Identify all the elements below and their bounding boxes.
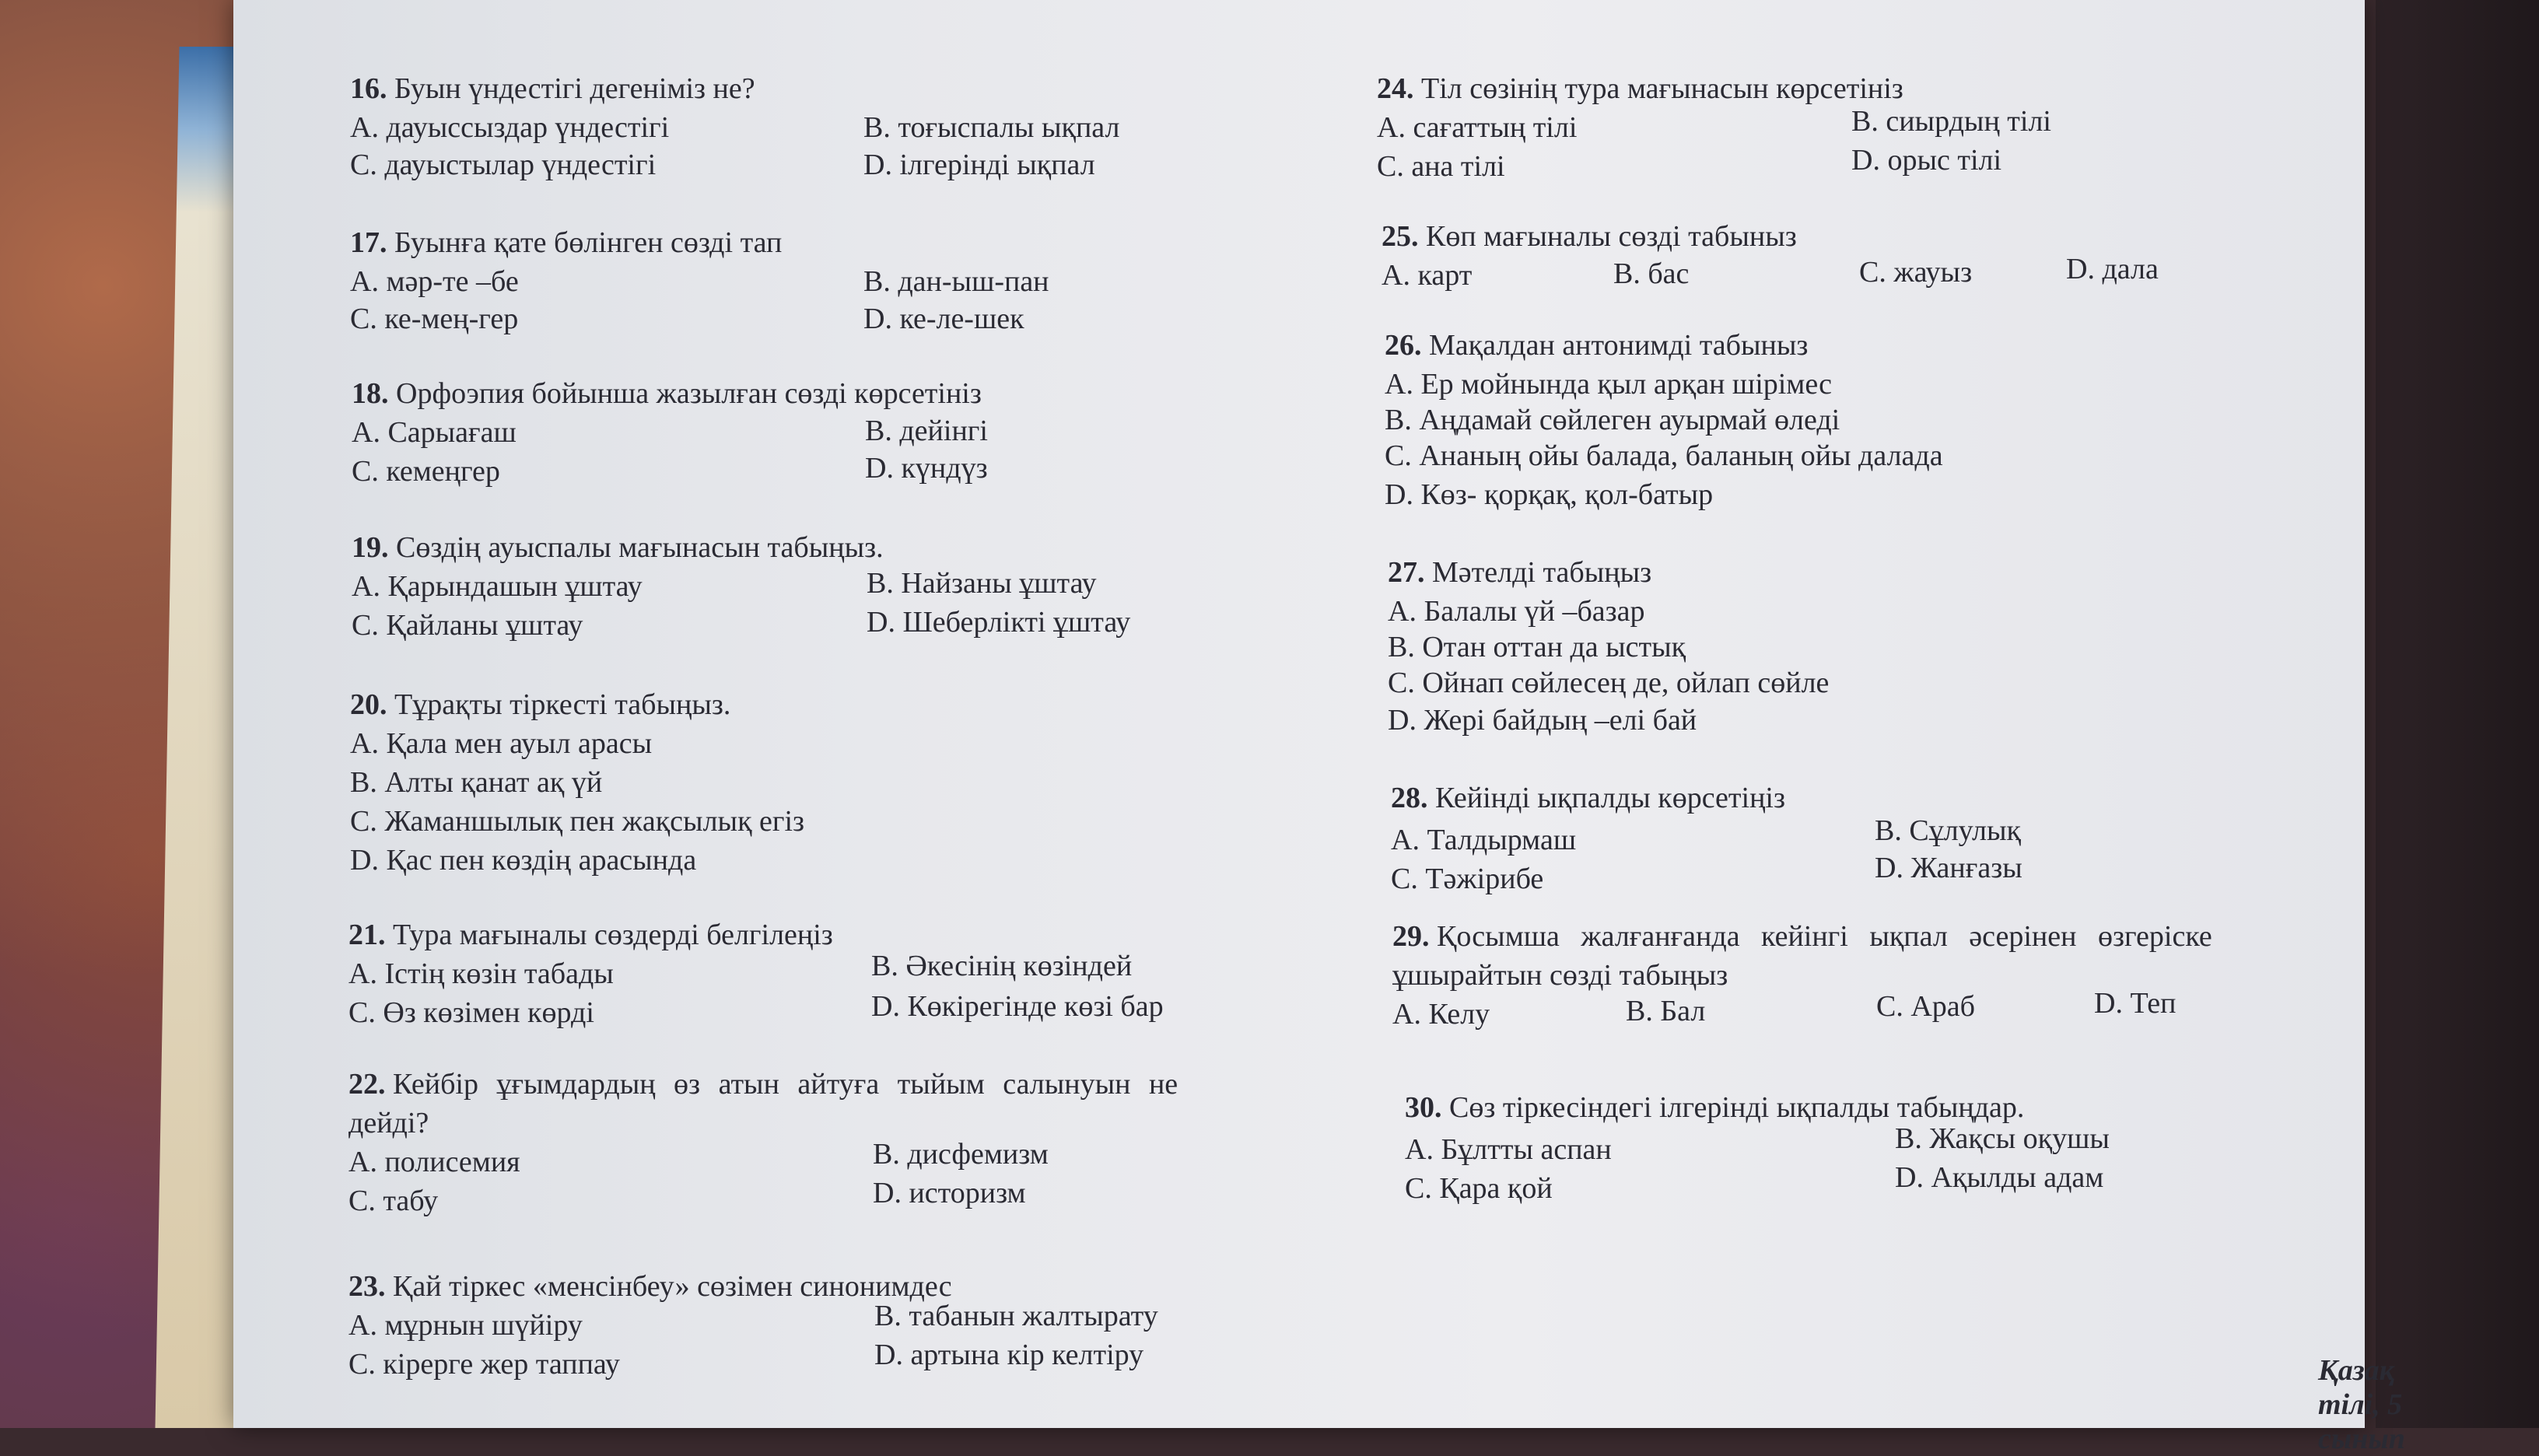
option-d: D. дала xyxy=(2066,253,2159,285)
option-b: B. сиырдың тілі xyxy=(1851,105,2051,138)
option-d: D. Қас пен көздің арасында xyxy=(350,844,697,877)
question-27 xyxy=(1388,554,2321,748)
option-c: C. табу xyxy=(348,1185,439,1217)
question-17 xyxy=(350,224,1361,341)
question-number: 29. xyxy=(1392,920,1430,953)
option-a: A. Ер мойнында қыл арқан шірімес xyxy=(1385,368,1833,401)
option-c: C. жауыз xyxy=(1859,256,1973,289)
question-28 xyxy=(1391,779,2324,904)
option-a: A. мәр-те –бе xyxy=(350,265,519,298)
option-b: B. Сұлулық xyxy=(1875,814,2021,847)
question-number: 24. xyxy=(1377,72,1414,105)
option-d: D. историзм xyxy=(873,1177,1026,1209)
option-a: A. Сарыағаш xyxy=(352,416,517,449)
question-number: 27. xyxy=(1388,556,1425,589)
option-d: D. Ақылды адам xyxy=(1895,1161,2104,1194)
question-text: Кейінді ықпалды көрсетіңіз xyxy=(1435,782,1785,814)
question-text: Тіл сөзінің тура мағынасын көрсетініз xyxy=(1421,72,1903,105)
question-number: 25. xyxy=(1382,220,1419,253)
option-a: A. Бұлтты аспан xyxy=(1405,1133,1612,1166)
question-text: Сөздің ауыспалы мағынасын табыңыз. xyxy=(396,531,884,564)
option-d: D. Жанғазы xyxy=(1875,852,2022,884)
option-a: A. Келу xyxy=(1392,998,1490,1031)
option-b: B. бас xyxy=(1613,257,1690,290)
option-c: C. Ананың ойы балада, баланың ойы далада xyxy=(1385,439,1943,472)
option-c: C. Тәжірибе xyxy=(1391,863,1544,895)
option-b: B. Отан оттан да ыстық xyxy=(1388,631,1686,663)
question-text: Қай тіркес «менсінбеу» сөзімен синонимдес xyxy=(393,1270,952,1303)
option-b: B. дисфемизм xyxy=(873,1138,1049,1171)
option-c: C. Жаманшылық пен жақсылық егіз xyxy=(350,805,805,838)
question-number: 23. xyxy=(348,1270,386,1303)
option-a: A. полисемия xyxy=(348,1146,520,1178)
question-16 xyxy=(350,70,1361,187)
question-29 xyxy=(1392,918,2365,1042)
option-c: C. дауыстылар үндестігі xyxy=(350,149,657,181)
question-25 xyxy=(1382,218,2315,303)
option-b: B. дейінгі xyxy=(865,415,988,447)
option-b: B. Жақсы оқушы xyxy=(1895,1122,2110,1155)
option-a: A. Қарындашын ұштау xyxy=(352,570,643,603)
question-number: 20. xyxy=(350,688,387,721)
question-number: 16. xyxy=(350,72,387,105)
option-a: A. Талдырмаш xyxy=(1391,824,1577,856)
option-c: C. Қара қой xyxy=(1405,1172,1553,1205)
question-21 xyxy=(348,916,1360,1033)
question-text: Көп мағыналы сөзді табыныз xyxy=(1426,220,1797,253)
option-d: D. орыс тілі xyxy=(1851,144,2002,177)
question-number: 26. xyxy=(1385,329,1422,362)
background-right xyxy=(2376,0,2539,1428)
option-d: D. Теп xyxy=(2094,987,2177,1020)
option-b: B. Найзаны ұштау xyxy=(867,567,1097,600)
question-20 xyxy=(350,686,1361,880)
option-a: A. сағаттың тілі xyxy=(1377,111,1578,144)
option-b: B. Аңдамай сөйлеген ауырмай өледі xyxy=(1385,404,1840,436)
question-23 xyxy=(348,1268,1438,1392)
question-text: Орфоэпия бойынша жазылған сөзді көрсетініз xyxy=(396,377,982,410)
option-d: D. Жері байдың –елі бай xyxy=(1388,704,1697,737)
question-number: 22. xyxy=(348,1068,386,1101)
option-d: D. артына кір келтіру xyxy=(874,1339,1144,1371)
question-22 xyxy=(348,1066,1438,1252)
question-30 xyxy=(1405,1089,2338,1213)
option-a: A. дауыссыздар үндестігі xyxy=(350,111,670,144)
option-a: A. Қала мен ауыл арасы xyxy=(350,727,653,760)
option-b: B. Алты қанат ақ үй xyxy=(350,766,603,799)
question-number: 30. xyxy=(1405,1091,1442,1124)
option-b: B. тоғыспалы ықпал xyxy=(863,111,1120,144)
option-b: B. Әкесінің көзіндей xyxy=(871,950,1133,982)
question-24 xyxy=(1377,70,2310,187)
question-text: Тура мағыналы сөздерді белгілеңіз xyxy=(393,919,833,951)
page-footer: Қазақ тілі, 5 сынып xyxy=(2318,1354,2405,1455)
question-text: Мәтелді табыңыз xyxy=(1432,556,1652,589)
question-number: 21. xyxy=(348,919,386,951)
question-number: 17. xyxy=(350,226,387,259)
option-b: B. табанын жалтырату xyxy=(874,1300,1158,1332)
option-d: D. ке-ле-шек xyxy=(863,303,1024,335)
option-a: A. Балалы үй –базар xyxy=(1388,595,1645,628)
question-text: Кейбір ұғымдардың өз атын айтуға тыйым салынуын не xyxy=(393,1068,1178,1101)
option-c: C. Араб xyxy=(1876,990,1975,1023)
option-d: D. Шеберлікті ұштау xyxy=(867,606,1131,639)
question-text: Тұрақты тіркесті табыңыз. xyxy=(394,688,731,721)
question-text-continued: ұшырайтын сөзді табыңыз xyxy=(1392,959,1728,992)
option-d: D. Көкірегінде көзі бар xyxy=(871,990,1164,1023)
question-text: Сөз тіркесіндегі ілгерінді ықпалды табыңдар. xyxy=(1449,1091,2025,1124)
question-26 xyxy=(1385,327,2318,521)
option-b: B. Бал xyxy=(1626,995,1706,1027)
option-a: A. карт xyxy=(1382,259,1473,292)
option-c: C. ке-мең-гер xyxy=(350,303,519,335)
question-19 xyxy=(352,529,1363,646)
option-d: D. ілгерінді ықпал xyxy=(863,149,1095,181)
option-c: C. Қайланы ұштау xyxy=(352,609,583,642)
option-c: C. кемеңгер xyxy=(352,455,500,488)
question-text: Қосымша жалғанғанда кейінгі ықпал әсерінен өзгеріске xyxy=(1437,920,2212,953)
option-b: B. дан-ыш-пан xyxy=(863,265,1049,298)
option-d: D. күндүз xyxy=(865,452,988,485)
question-number: 28. xyxy=(1391,782,1428,814)
option-c: C. Ойнап сөйлесең де, ойлап сөйле xyxy=(1388,667,1830,699)
test-sheet xyxy=(233,0,2405,1455)
option-c: C. ана тілі xyxy=(1377,150,1505,183)
option-d: D. Көз- қорқақ, қол-батыр xyxy=(1385,478,1714,511)
option-c: C. Өз көзімен көрді xyxy=(348,996,594,1029)
question-text: Буынға қате бөлінген сөзді тап xyxy=(394,226,783,259)
question-text: Мақалдан антонимді табыныз xyxy=(1429,329,1809,362)
question-text-continued: дейді? xyxy=(348,1107,429,1139)
question-18 xyxy=(352,375,1363,492)
question-number: 19. xyxy=(352,531,389,564)
question-text: Буын үндестігі дегеніміз не? xyxy=(394,72,755,105)
option-a: A. Істің көзін табады xyxy=(348,957,614,990)
option-a: A. мұрнын шүйіру xyxy=(348,1309,583,1342)
option-c: C. кірерге жер таппау xyxy=(348,1348,620,1381)
question-number: 18. xyxy=(352,377,389,410)
